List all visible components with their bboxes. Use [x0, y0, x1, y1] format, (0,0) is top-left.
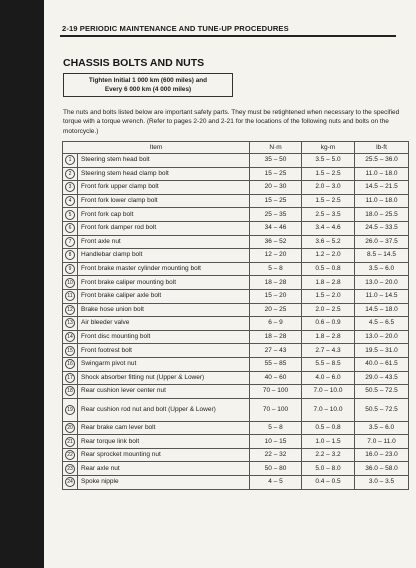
row-item: Front axle nut: [78, 235, 250, 249]
row-nm: 22 – 32: [250, 448, 302, 462]
row-kgm: 5.0 – 8.0: [302, 462, 355, 476]
row-number: 3: [65, 182, 75, 192]
row-lbft: 11.0 – 14.5: [355, 289, 409, 303]
row-lbft: 24.5 – 33.5: [355, 221, 409, 235]
table-row: [63, 371, 409, 385]
row-nm: 15 – 25: [250, 167, 302, 181]
table-row: [63, 448, 409, 462]
manual-page: [44, 0, 416, 568]
header-lbft: lb-ft: [355, 142, 409, 154]
row-number-cell: [63, 167, 78, 181]
table-row: [63, 249, 409, 263]
row-kgm: 0.4 – 0.5: [302, 476, 355, 490]
torque-table: [62, 141, 409, 490]
row-item: Brake hose union bolt: [78, 303, 250, 317]
row-number: 17: [65, 373, 75, 383]
row-number-cell: [63, 181, 78, 195]
table-row: [63, 208, 409, 222]
row-number-cell: [63, 289, 78, 303]
row-lbft: 16.0 – 23.0: [355, 448, 409, 462]
row-number-cell: [63, 344, 78, 358]
row-nm: 4 – 5: [250, 476, 302, 490]
row-lbft: 3.5 – 6.0: [355, 262, 409, 276]
row-kgm: 0.6 – 0.9: [302, 317, 355, 331]
row-kgm: 7.0 – 10.0: [302, 385, 355, 399]
row-lbft: 4.5 – 6.5: [355, 317, 409, 331]
row-kgm: 2.5 – 3.5: [302, 208, 355, 222]
row-number-cell: [63, 330, 78, 344]
row-nm: 36 – 52: [250, 235, 302, 249]
row-lbft: 13.0 – 20.0: [355, 330, 409, 344]
row-number: 21: [65, 437, 75, 447]
table-row: [63, 276, 409, 290]
row-lbft: 29.0 – 43.5: [355, 371, 409, 385]
row-number: 23: [65, 464, 75, 474]
row-lbft: 19.5 – 31.0: [355, 344, 409, 358]
row-item: Front fork upper clamp bolt: [78, 181, 250, 195]
row-lbft: 11.0 – 18.0: [355, 194, 409, 208]
row-item: Front fork cap bolt: [78, 208, 250, 222]
row-item: Front brake master cylinder mounting bolt: [78, 262, 250, 276]
header-rule: [60, 35, 396, 37]
row-kgm: 1.5 – 2.5: [302, 167, 355, 181]
row-number: 13: [65, 318, 75, 328]
table-row: [63, 476, 409, 490]
row-item: Rear axle nut: [78, 462, 250, 476]
row-kgm: 4.0 – 6.0: [302, 371, 355, 385]
row-item: Front disc mounting bolt: [78, 330, 250, 344]
table-row: [63, 289, 409, 303]
row-number: 15: [65, 346, 75, 356]
row-number-cell: [63, 421, 78, 435]
row-number: 5: [65, 210, 75, 220]
row-nm: 35 – 50: [250, 154, 302, 168]
row-nm: 25 – 35: [250, 208, 302, 222]
row-kgm: 3.6 – 5.2: [302, 235, 355, 249]
row-number: 6: [65, 223, 75, 233]
row-nm: 5 – 8: [250, 262, 302, 276]
table-row: [63, 154, 409, 168]
row-lbft: 36.0 – 58.0: [355, 462, 409, 476]
table-row: [63, 357, 409, 371]
interval-box: [63, 73, 233, 97]
row-number-cell: [63, 448, 78, 462]
row-lbft: 25.5 – 36.0: [355, 154, 409, 168]
row-kgm: 7.0 – 10.0: [302, 398, 355, 421]
table-row: [63, 435, 409, 449]
row-number-cell: [63, 249, 78, 263]
row-number: 22: [65, 450, 75, 460]
row-number-cell: [63, 371, 78, 385]
row-number-cell: [63, 462, 78, 476]
row-number-cell: [63, 154, 78, 168]
row-number: 7: [65, 237, 75, 247]
row-number-cell: [63, 317, 78, 331]
table-row: [63, 344, 409, 358]
row-item: Steering stem head bolt: [78, 154, 250, 168]
table-row: [63, 330, 409, 344]
row-lbft: 8.5 – 14.5: [355, 249, 409, 263]
row-lbft: 18.0 – 25.5: [355, 208, 409, 222]
row-number: 19: [65, 405, 75, 415]
row-item: Air bleeder valve: [78, 317, 250, 331]
row-lbft: 50.5 – 72.5: [355, 398, 409, 421]
row-item: Shock absorber fitting nut (Upper & Lower): [78, 371, 250, 385]
row-number-cell: [63, 221, 78, 235]
row-item: Spoke nipple: [78, 476, 250, 490]
row-number-cell: [63, 385, 78, 399]
row-kgm: 2.7 – 4.3: [302, 344, 355, 358]
intro-paragraph: The nuts and bolts listed below are important safety parts. They must be retightened when necessary to the specified torque with a torque wrench. (Refer to pages 2-20 and 2-21 for the locations of the following nuts and bolts on the motorcycle.): [63, 109, 400, 135]
header-item: Item: [63, 142, 250, 154]
row-number: 2: [65, 169, 75, 179]
row-kgm: 3.4 – 4.6: [302, 221, 355, 235]
row-number-cell: [63, 357, 78, 371]
row-nm: 70 – 100: [250, 398, 302, 421]
row-number: 14: [65, 332, 75, 342]
row-kgm: 1.0 – 1.5: [302, 435, 355, 449]
row-kgm: 2.0 – 2.5: [302, 303, 355, 317]
row-lbft: 7.0 – 11.0: [355, 435, 409, 449]
row-lbft: 13.0 – 20.0: [355, 276, 409, 290]
row-number-cell: [63, 235, 78, 249]
table-row: [63, 385, 409, 399]
table-row: [63, 262, 409, 276]
row-number: 11: [65, 291, 75, 301]
row-number: 9: [65, 264, 75, 274]
row-kgm: 1.2 – 2.0: [302, 249, 355, 263]
section-title: CHASSIS BOLTS AND NUTS: [63, 57, 205, 69]
row-nm: 20 – 25: [250, 303, 302, 317]
row-kgm: 0.5 – 0.8: [302, 262, 355, 276]
row-item: Front brake caliper axle bolt: [78, 289, 250, 303]
row-number: 12: [65, 305, 75, 315]
row-kgm: 2.2 – 3.2: [302, 448, 355, 462]
row-number: 20: [65, 423, 75, 433]
row-nm: 70 – 100: [250, 385, 302, 399]
row-lbft: 11.0 – 18.0: [355, 167, 409, 181]
table-row: [63, 194, 409, 208]
row-kgm: 1.8 – 2.8: [302, 330, 355, 344]
row-kgm: 1.5 – 2.5: [302, 194, 355, 208]
row-nm: 20 – 30: [250, 181, 302, 195]
row-number: 10: [65, 278, 75, 288]
row-lbft: 3.5 – 6.0: [355, 421, 409, 435]
table-row: [63, 398, 409, 421]
running-head: 2-19 PERIODIC MAINTENANCE AND TUNE-UP PROCEDURES: [62, 24, 289, 33]
row-item: Front fork lower clamp bolt: [78, 194, 250, 208]
row-item: Front fork damper rod bolt: [78, 221, 250, 235]
table-row: [63, 221, 409, 235]
row-nm: 10 – 15: [250, 435, 302, 449]
row-kgm: 2.0 – 3.0: [302, 181, 355, 195]
row-lbft: 26.0 – 37.5: [355, 235, 409, 249]
table-row: [63, 317, 409, 331]
row-lbft: 40.0 – 61.5: [355, 357, 409, 371]
table-row: [63, 303, 409, 317]
row-nm: 6 – 9: [250, 317, 302, 331]
table-header-row: [63, 142, 409, 154]
row-number: 24: [65, 477, 75, 487]
table-row: [63, 167, 409, 181]
row-number-cell: [63, 476, 78, 490]
row-nm: 27 – 43: [250, 344, 302, 358]
row-nm: 15 – 25: [250, 194, 302, 208]
row-number: 18: [65, 386, 75, 396]
row-item: Rear brake cam lever bolt: [78, 421, 250, 435]
row-item: Rear cushion lever center nut: [78, 385, 250, 399]
row-nm: 15 – 20: [250, 289, 302, 303]
row-number: 8: [65, 250, 75, 260]
table-row: [63, 462, 409, 476]
row-number-cell: [63, 208, 78, 222]
row-lbft: 14.5 – 21.5: [355, 181, 409, 195]
table-row: [63, 421, 409, 435]
row-kgm: 0.5 – 0.8: [302, 421, 355, 435]
row-number-cell: [63, 194, 78, 208]
row-number-cell: [63, 262, 78, 276]
row-item: Front brake caliper mounting bolt: [78, 276, 250, 290]
row-lbft: 14.5 – 18.0: [355, 303, 409, 317]
row-number: 1: [65, 155, 75, 165]
row-kgm: 3.5 – 5.0: [302, 154, 355, 168]
row-item: Swingarm pivot nut: [78, 357, 250, 371]
row-item: Rear cushion rod nut and bolt (Upper & Lower): [78, 398, 250, 421]
row-number: 4: [65, 196, 75, 206]
table-row: [63, 181, 409, 195]
row-nm: 50 – 80: [250, 462, 302, 476]
interval-line-1: Tighten Initial 1 000 km (600 miles) and: [88, 77, 208, 84]
row-nm: 18 – 28: [250, 276, 302, 290]
row-item: Steering stem head clamp bolt: [78, 167, 250, 181]
row-nm: 40 – 60: [250, 371, 302, 385]
row-kgm: 5.5 – 8.5: [302, 357, 355, 371]
row-item: Rear torque link bolt: [78, 435, 250, 449]
row-lbft: 50.5 – 72.5: [355, 385, 409, 399]
row-nm: 34 – 46: [250, 221, 302, 235]
row-kgm: 1.5 – 2.0: [302, 289, 355, 303]
table-row: [63, 235, 409, 249]
row-kgm: 1.8 – 2.8: [302, 276, 355, 290]
row-nm: 55 – 85: [250, 357, 302, 371]
row-number-cell: [63, 303, 78, 317]
row-number: 16: [65, 359, 75, 369]
row-item: Front footrest bolt: [78, 344, 250, 358]
interval-line-2: Every 6 000 km (4 000 miles): [104, 86, 192, 93]
row-nm: 5 – 8: [250, 421, 302, 435]
row-item: Rear sprocket mounting nut: [78, 448, 250, 462]
row-item: Handlebar clamp bolt: [78, 249, 250, 263]
row-number-cell: [63, 435, 78, 449]
row-nm: 12 – 20: [250, 249, 302, 263]
row-number-cell: [63, 398, 78, 421]
header-kgm: kg-m: [302, 142, 355, 154]
table-body: [63, 154, 409, 490]
header-nm: N·m: [250, 142, 302, 154]
row-number-cell: [63, 276, 78, 290]
row-nm: 18 – 28: [250, 330, 302, 344]
row-lbft: 3.0 – 3.5: [355, 476, 409, 490]
